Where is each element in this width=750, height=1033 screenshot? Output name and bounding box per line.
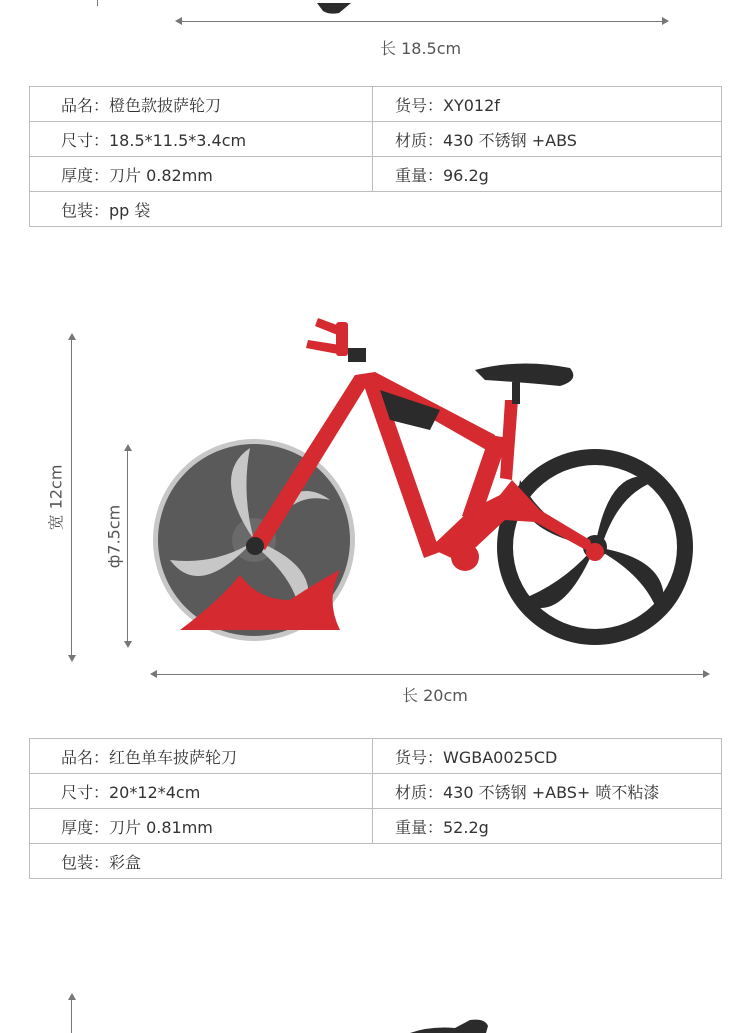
- diameter-dimension-line: [127, 450, 128, 643]
- table-row: [30, 157, 722, 192]
- diameter-arrow-top: [124, 444, 132, 451]
- length-dimension-line-2: [156, 674, 704, 675]
- table-row: [30, 774, 722, 809]
- item-number-cell: 货号：WGBA0025CD: [373, 739, 722, 774]
- width-dimension-line: [71, 339, 72, 657]
- length-dimension-line: [180, 21, 663, 22]
- packaging-cell: 包装：彩盒: [30, 844, 722, 879]
- crank: [451, 543, 479, 571]
- diameter-label: ф7.5cm: [104, 504, 124, 569]
- spec-table-2: [29, 738, 722, 879]
- top-tick-left: [97, 0, 98, 6]
- bike-seat: [475, 363, 573, 386]
- item-number-cell: 货号：XY012f: [373, 87, 722, 122]
- product-name-cell: 品名：橙色款披萨轮刀: [30, 87, 373, 122]
- next-width-arrow-top: [68, 993, 76, 1000]
- width-arrow-top: [68, 333, 76, 340]
- spec-table-1: [29, 86, 722, 227]
- table-row: [30, 844, 722, 879]
- thickness-cell: 厚度：刀片 0.81mm: [30, 809, 373, 844]
- width-label: 宽 12cm: [46, 464, 66, 531]
- length-label-1: 长 18.5cm: [380, 39, 462, 58]
- length-label-2: 长 20cm: [402, 686, 468, 705]
- table-row: [30, 809, 722, 844]
- size-cell: 尺寸：20*12*4cm: [30, 774, 373, 809]
- table-row: [30, 192, 722, 227]
- next-product-fragment: [410, 1018, 490, 1033]
- size-cell: 尺寸：18.5*11.5*3.4cm: [30, 122, 373, 157]
- top-product-fragment: [315, 0, 355, 12]
- weight-cell: 重量：52.2g: [373, 809, 722, 844]
- table-row: [30, 739, 722, 774]
- length-arrow-right-2: [703, 670, 710, 678]
- weight-cell: 重量：96.2g: [373, 157, 722, 192]
- table-row: [30, 122, 722, 157]
- length-arrow-right: [662, 17, 669, 25]
- table-row: [30, 87, 722, 122]
- bicycle-pizza-cutter-image: [140, 300, 710, 670]
- material-cell: 材质：430 不锈钢 +ABS+ 喷不粘漆: [373, 774, 722, 809]
- material-cell: 材质：430 不锈钢 +ABS: [373, 122, 722, 157]
- diameter-arrow-bottom: [124, 641, 132, 648]
- width-arrow-bottom: [68, 655, 76, 662]
- thickness-cell: 厚度：刀片 0.82mm: [30, 157, 373, 192]
- packaging-cell: 包装：pp 袋: [30, 192, 722, 227]
- next-width-line: [71, 999, 72, 1033]
- product-name-cell: 品名：红色单车披萨轮刀: [30, 739, 373, 774]
